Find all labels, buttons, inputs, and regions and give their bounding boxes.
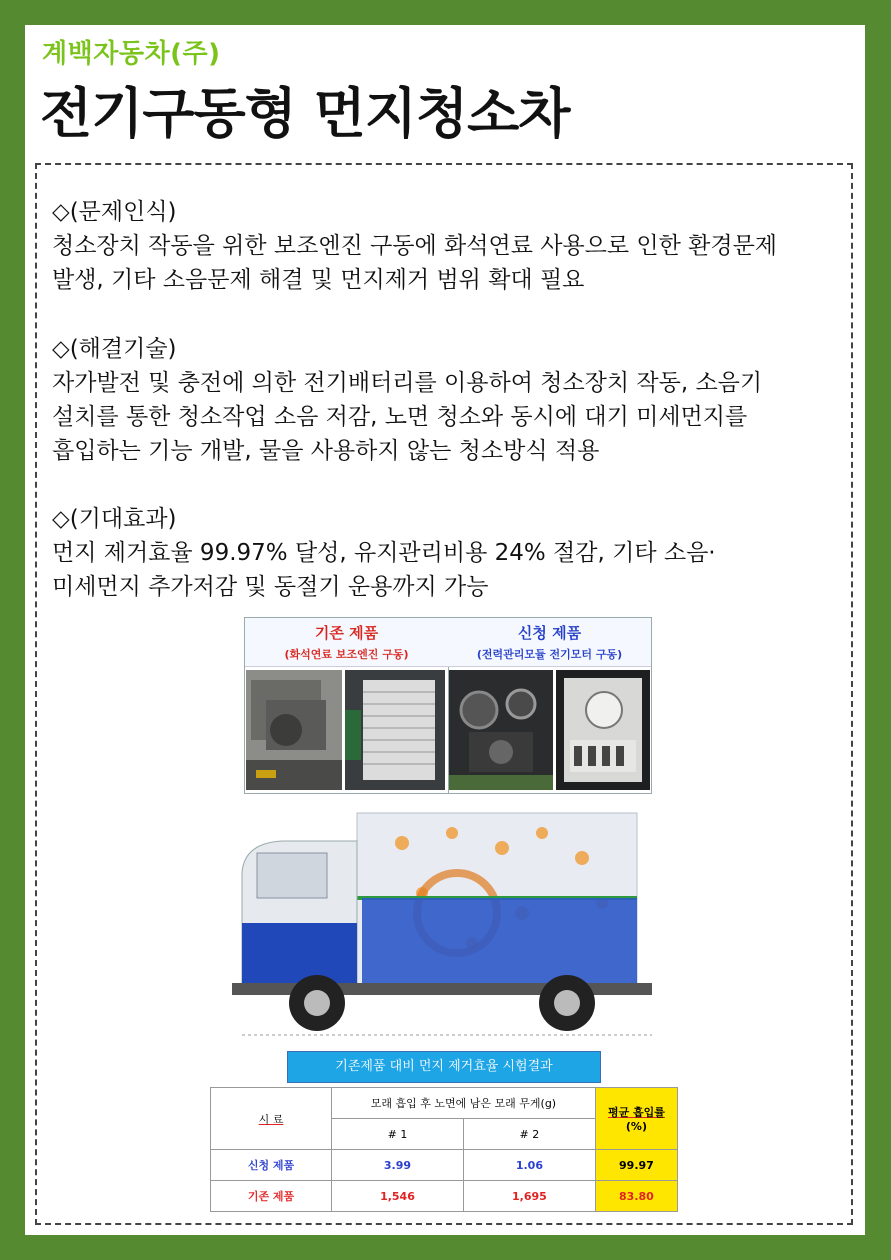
sweeper-truck-illustration	[222, 803, 662, 1043]
row-trial-2: 1.06	[463, 1150, 595, 1181]
section-solution	[52, 332, 847, 468]
row-trial-1: 1,546	[332, 1181, 464, 1212]
sample-header: 시 료	[211, 1088, 332, 1150]
company-name: 계백자동차(주)	[42, 39, 221, 69]
existing-product-header	[245, 618, 448, 667]
section-line: 자가발전 및 충전에 의한 전기배터리를 이용하여 청소장치 작동, 소음기	[52, 370, 763, 396]
section-line: 먼지 제거효율 99.97% 달성, 유지관리비용 24% 절감, 기타 소음·	[52, 540, 716, 566]
document-title: 전기구동형 먼지청소차	[40, 82, 570, 145]
content-box	[35, 163, 853, 1225]
radiator-photo	[345, 670, 445, 790]
test-result-title: 기존제품 대비 먼지 제거효율 시험결과	[287, 1051, 601, 1083]
new-product-title: 신청 제품	[517, 624, 582, 642]
row-sample-name: 신청 제품	[211, 1150, 332, 1181]
battery-photo	[556, 670, 650, 790]
existing-product-subtitle: (화석연료 보조엔진 구동)	[284, 648, 409, 661]
existing-product-column	[245, 618, 449, 793]
section-heading: ◇(해결기술)	[52, 336, 177, 362]
table-row	[211, 1150, 678, 1181]
section-line: 발생, 기타 소음문제 해결 및 먼지제거 범위 확대 필요	[52, 267, 585, 293]
new-product-column	[448, 618, 651, 793]
trial-2-header: # 2	[463, 1119, 595, 1150]
section-heading: ◇(기대효과)	[52, 506, 177, 532]
row-trial-2: 1,695	[463, 1181, 595, 1212]
row-rate: 99.97	[595, 1150, 677, 1181]
section-heading: ◇(문제인식)	[52, 199, 177, 225]
new-product-header	[448, 618, 651, 667]
existing-product-title: 기존 제품	[314, 624, 379, 642]
section-line: 청소장치 작동을 위한 보조엔진 구동에 화석연료 사용으로 인한 환경문제	[52, 233, 778, 259]
section-line: 미세먼지 추가저감 및 동절기 운용까지 가능	[52, 574, 489, 600]
new-product-subtitle: (전력관리모듈 전기모터 구동)	[476, 648, 623, 661]
weight-header: 모래 흡입 후 노면에 남은 모래 무게(g)	[332, 1088, 596, 1119]
section-line: 설치를 통한 청소작업 소음 저감, 노면 청소와 동시에 대기 미세먼지를	[52, 404, 748, 430]
test-result-table	[210, 1087, 678, 1212]
engine-photo	[246, 670, 342, 790]
motor-photo	[449, 670, 553, 790]
row-trial-1: 3.99	[332, 1150, 464, 1181]
document-sheet	[25, 25, 865, 1235]
section-line: 흡입하는 기능 개발, 물을 사용하지 않는 청소방식 적용	[52, 438, 600, 464]
rate-header: 평균 흡입률 (%)	[595, 1088, 677, 1150]
row-rate: 83.80	[595, 1181, 677, 1212]
table-header-row	[211, 1088, 678, 1119]
section-effect	[52, 502, 847, 604]
comparison-panel	[244, 617, 652, 794]
trial-1-header: # 1	[332, 1119, 464, 1150]
section-problem	[52, 195, 847, 297]
table-row	[211, 1181, 678, 1212]
row-sample-name: 기존 제품	[211, 1181, 332, 1212]
